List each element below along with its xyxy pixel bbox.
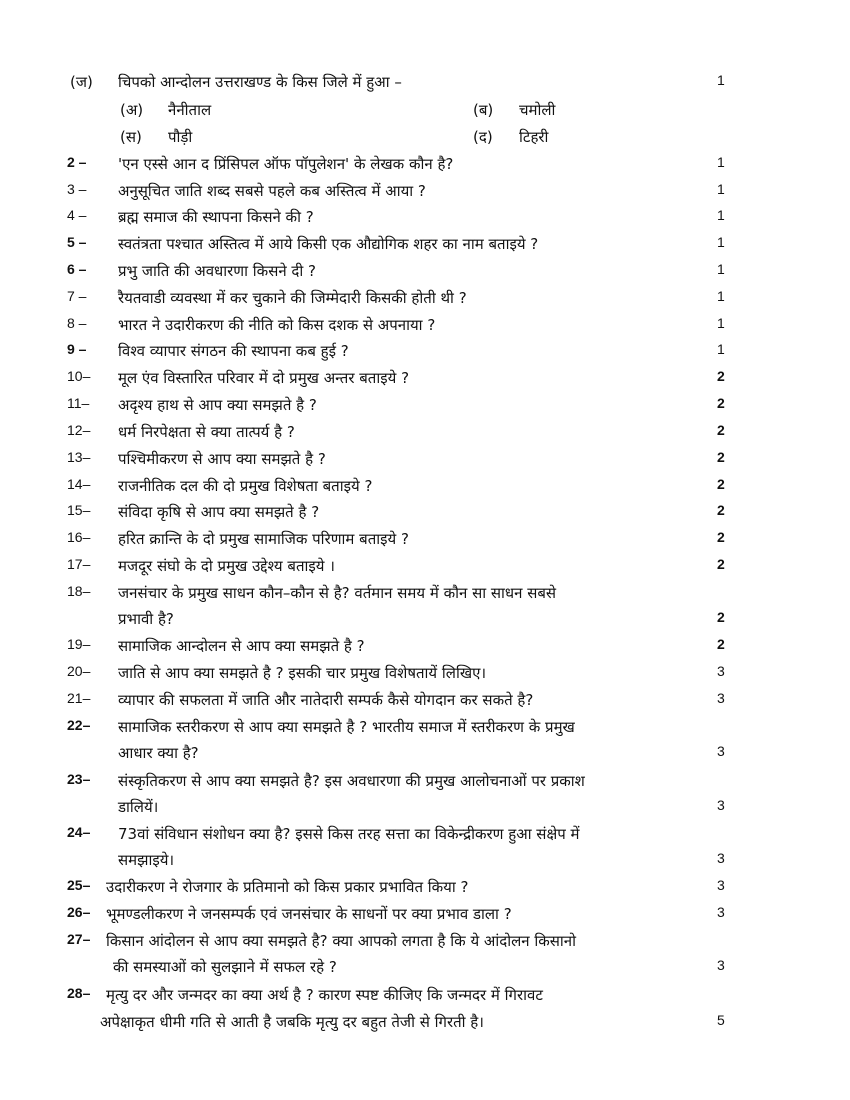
question-number: 28– [67, 985, 91, 1001]
question-number: 23– [67, 771, 91, 787]
question-number: 7 – [67, 288, 87, 304]
question-marks: 2 [717, 476, 725, 492]
question-number: 24– [67, 824, 91, 840]
question-marks: 3 [717, 850, 725, 866]
question-text: भारत ने उदारीकरण की नीति को किस दशक से अपनाया ? [118, 316, 436, 334]
question-number: 14– [67, 476, 91, 492]
question-text: संस्कृतिकरण से आप क्या समझते है? इस अवधारणा की प्रमुख आलोचनाओं पर प्रकाश [118, 772, 585, 790]
question-number: 15– [67, 502, 91, 518]
question-text: अदृश्य हाथ से आप क्या समझते है ? [118, 396, 317, 414]
question-marks: 3 [717, 904, 725, 920]
question-number: 22– [67, 717, 91, 733]
question-number: 8 – [67, 315, 87, 331]
question-marks: 3 [717, 743, 725, 759]
question-marks: 1 [717, 261, 725, 277]
question-text: पश्चिमीकरण से आप क्या समझते है ? [118, 450, 326, 468]
option-key: (ब) [473, 101, 494, 119]
option-text: टिहरी [519, 128, 549, 146]
question-text: अनुसूचित जाति शब्द सबसे पहले कब अस्तित्व में आया ? [118, 182, 426, 200]
question-marks: 1 [717, 341, 725, 357]
question-text: प्रभु जाति की अवधारणा किसने दी ? [118, 262, 317, 280]
question-text: चिपको आन्दोलन उत्तराखण्ड के किस जिले में हुआ – [118, 73, 402, 91]
option-text: नैनीताल [168, 101, 212, 119]
question-text: अपेक्षाकृत धीमी गति से आती है जबकि मृत्यु दर बहुत तेजी से गिरती है। [100, 1013, 484, 1031]
question-marks: 3 [717, 877, 725, 893]
question-text: उदारीकरण ने रोजगार के प्रतिमानो को किस प्रकार प्रभावित किया ? [106, 878, 469, 896]
question-text: धर्म निरपेक्षता से क्या तात्पर्य है ? [118, 423, 295, 441]
question-text: मृत्यु दर और जन्मदर का क्या अर्थ है ? कारण स्पष्ट कीजिए कि जन्मदर में गिरावट [106, 986, 543, 1004]
question-marks: 1 [717, 234, 725, 250]
question-text: ब्रह्म समाज की स्थापना किसने की ? [118, 208, 314, 226]
option-text: पौड़ी [168, 128, 193, 146]
question-number: 19– [67, 636, 91, 652]
question-marks: 2 [717, 368, 725, 384]
question-number: 12– [67, 422, 91, 438]
question-text: सामाजिक आन्दोलन से आप क्या समझते है ? [118, 637, 365, 655]
question-marks: 2 [717, 449, 725, 465]
question-text: जनसंचार के प्रमुख साधन कौन–कौन से है? वर्तमान समय में कौन सा साधन सबसे [118, 584, 557, 602]
question-marks: 2 [717, 556, 725, 572]
question-marks: 1 [717, 315, 725, 331]
question-number: 27– [67, 931, 91, 947]
question-marks: 3 [717, 690, 725, 706]
question-text: विश्व व्यापार संगठन की स्थापना कब हुई ? [118, 342, 349, 360]
question-marks: 1 [717, 181, 725, 197]
question-text: समझाइये। [118, 851, 175, 869]
question-text: संविदा कृषि से आप क्या समझते है ? [118, 503, 320, 521]
question-number: 4 – [67, 207, 87, 223]
question-number: 16– [67, 529, 91, 545]
question-text: प्रभावी है? [118, 610, 174, 628]
question-number: 18– [67, 583, 91, 599]
question-number: 13– [67, 449, 91, 465]
question-text: 73वां संविधान संशोधन क्या है? इससे किस तरह सत्ता का विकेन्द्रीकरण हुआ संक्षेप में [118, 825, 580, 843]
question-number: 5 – [67, 234, 87, 250]
question-text: व्यापार की सफलता में जाति और नातेदारी सम्पर्क कैसे योगदान कर सकते है? [118, 691, 534, 709]
question-number: 17– [67, 556, 91, 572]
question-number: 25– [67, 877, 91, 893]
question-text: हरित क्रान्ति के दो प्रमुख सामाजिक परिणाम बताइये ? [118, 530, 409, 548]
question-number: 2 – [67, 154, 87, 170]
question-number: 3 – [67, 181, 87, 197]
question-number: 10– [67, 368, 91, 384]
question-marks: 1 [717, 154, 725, 170]
question-marks: 2 [717, 422, 725, 438]
question-text: सामाजिक स्तरीकरण से आप क्या समझते है ? भारतीय समाज में स्तरीकरण के प्रमुख [118, 718, 575, 736]
question-number: 20– [67, 663, 91, 679]
question-marks: 3 [717, 797, 725, 813]
option-key: (स) [120, 128, 142, 146]
question-text: भूमण्डलीकरण ने जनसम्पर्क एवं जनसंचार के साधनों पर क्या प्रभाव डाला ? [106, 905, 512, 923]
question-marks: 2 [717, 502, 725, 518]
option-key: (द) [473, 128, 493, 146]
question-marks: 1 [717, 288, 725, 304]
question-marks: 3 [717, 663, 725, 679]
question-number: (ज) [70, 73, 93, 91]
question-text: रैयतवाडी व्यवस्था में कर चुकाने की जिम्मेदारी किसकी होती थी ? [118, 289, 467, 307]
question-number: 6 – [67, 261, 87, 277]
option-text: चमोली [519, 101, 556, 119]
question-text: डालियें। [118, 798, 159, 816]
question-text: स्वतंत्रता पश्चात अस्तित्व में आये किसी एक औद्योगिक शहर का नाम बताइये ? [118, 235, 539, 253]
question-marks: 5 [717, 1012, 725, 1028]
question-text: जाति से आप क्या समझते है ? इसकी चार प्रमुख विशेषतायें लिखिए। [118, 664, 487, 682]
question-number: 11– [67, 395, 90, 411]
question-marks: 1 [717, 207, 725, 223]
question-text: की समस्याओं को सुलझाने में सफल रहे ? [113, 958, 337, 976]
question-text: किसान आंदोलन से आप क्या समझते है? क्या आपको लगता है कि ये आंदोलन किसानो [106, 932, 577, 950]
question-number: 9 – [67, 341, 87, 357]
question-text: राजनीतिक दल की दो प्रमुख विशेषता बताइये ? [118, 477, 373, 495]
question-text: मजदूर संघो के दो प्रमुख उद्देश्य बताइये । [118, 557, 335, 575]
question-marks: 2 [717, 529, 725, 545]
question-text: आधार क्या है? [118, 744, 199, 762]
question-marks: 3 [717, 957, 725, 973]
question-text: 'एन एस्से आन द प्रिंसिपल ऑफ पॉपुलेशन' के लेखक कौन है? [118, 155, 454, 173]
question-marks: 2 [717, 609, 725, 625]
question-number: 26– [67, 904, 91, 920]
question-marks: 2 [717, 636, 725, 652]
question-marks: 2 [717, 395, 725, 411]
option-key: (अ) [120, 101, 144, 119]
question-number: 21– [67, 690, 91, 706]
question-marks: 1 [717, 72, 725, 88]
question-text: मूल एंव विस्तारित परिवार में दो प्रमुख अन्तर बताइये ? [118, 369, 410, 387]
